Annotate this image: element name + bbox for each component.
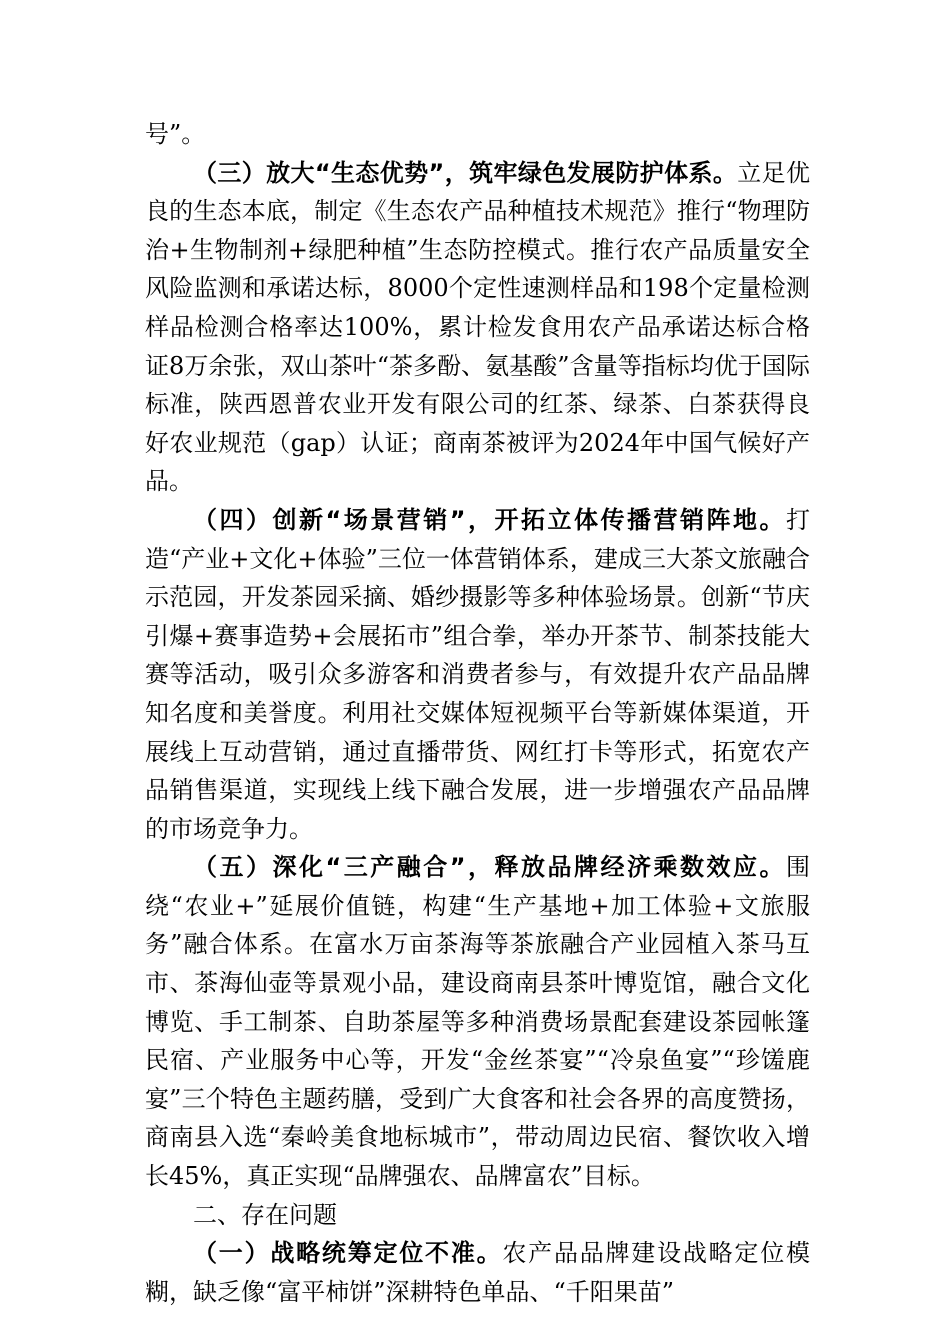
paragraph-ecology <box>145 154 810 501</box>
paragraph-body: 立足优良的生态本底，制定《生态农产品种植技术规范》推行“物理防治+生物制剂+绿肥种植”生态防控模式。推行农产品质量安全风险监测和承诺达标，8000个定性速测样品和198个定量检测样品检测合格率达100%，累计检发食用农产品承诺达标合格证8万余张，双山茶叶“茶多酚、氨基酸”含量等指标均优于国际标准，陕西恩普农业开发有限公司的红茶、绿茶、白茶获得良好农业规范（gap）认证；商南茶被评为2024年中国气候好产品。 <box>145 158 811 496</box>
document-page <box>145 115 810 1311</box>
paragraph-body: 围绕“农业+”延展价值链，构建“生产基地+加工体验+文旅服务”融合体系。在富水万亩茶海等茶旅融合产业园植入茶马互市、茶海仙壶等景观小品，建设商南县茶叶博览馆，融合文化博览、手工制茶、自助茶屋等多种消费场景配套建设茶园帐篷民宿、产业服务中心等，开发“金丝茶宴”“冷泉鱼宴”“珍馐鹿宴”三个特色主题药膳，受到广大食客和社会各界的高度赞扬，商南县入选“秦岭美食地标城市”，带动周边民宿、餐饮收入增长45%，真正实现“品牌强农、品牌富农”目标。 <box>145 853 810 1191</box>
paragraph-issue-strategy <box>145 1234 810 1311</box>
section-title: 二、存在问题 <box>193 1200 337 1229</box>
paragraph-heading: （四）创新“场景营销”，开拓立体传播营销阵地。 <box>193 505 786 534</box>
paragraph-body: 农产品品牌建设战略定位模糊，缺乏像“富平柿饼”深耕特色单品、“千阳果苗” <box>145 1239 810 1306</box>
paragraph-integration <box>145 848 810 1195</box>
paragraph-continuation <box>145 115 810 154</box>
paragraph-body: 打造“产业+文化+体验”三位一体营销体系，建成三大茶文旅融合示范园，开发茶园采摘、婚纱摄影等多种体验场景。创新“节庆引爆+赛事造势+会展拓市”组合拳，举办开茶节、制茶技能大赛等活动，吸引众多游客和消费者参与，有效提升农产品品牌知名度和美誉度。利用社交媒体短视频平台等新媒体渠道，开展线上互动营销，通过直播带货、网红打卡等形式，拓宽农产品销售渠道，实现线上线下融合发展，进一步增强农产品品牌的市场竞争力。 <box>145 505 810 843</box>
paragraph-heading: （一）战略统筹定位不准。 <box>193 1239 503 1268</box>
paragraph-marketing <box>145 501 810 848</box>
paragraph-body: 号”。 <box>145 120 206 148</box>
paragraph-heading: （三）放大“生态优势”，筑牢绿色发展防护体系。 <box>193 158 738 187</box>
paragraph-heading: （五）深化“三产融合”，释放品牌经济乘数效应。 <box>193 853 786 882</box>
